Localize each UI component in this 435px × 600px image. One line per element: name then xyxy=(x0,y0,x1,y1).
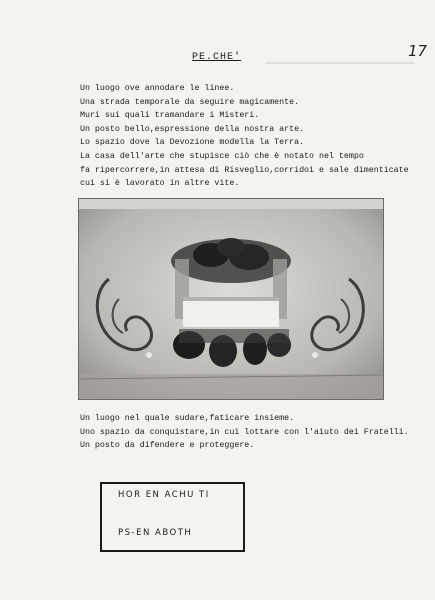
faint-bleed-through xyxy=(265,62,415,64)
page-title: PE.CHE' xyxy=(192,52,242,63)
paragraph-intro xyxy=(80,82,425,191)
page-number: 17 xyxy=(408,42,428,60)
stamp-line: PS-EN ABOTH xyxy=(118,528,193,538)
text-line: Muri sui quali tramandare i Misteri. xyxy=(80,111,260,121)
text-line: Un posto da difendere e proteggere. xyxy=(80,441,255,451)
text-line: Un luogo ove annodare le linee. xyxy=(80,84,235,93)
text-line: Un luogo nel quale sudare,faticare insieme. xyxy=(80,414,295,423)
text-line: fa ripercorrere,in attesa di Risveglio,corridoi e sale dimenticate xyxy=(80,165,409,175)
text-line: Lo spazio dove la Devozione modella la Terra. xyxy=(80,138,305,148)
altar-photo-graphic xyxy=(79,199,383,399)
text-line: Uno spazio da conquistare,in cui lottare con l'aiuto dei Fratelli. xyxy=(80,427,409,437)
text-line: cui si è lavorato in altre vite. xyxy=(80,179,240,189)
text-line: Una strada temporale da seguire magicamente. xyxy=(80,97,300,107)
paragraph-closing xyxy=(80,412,425,453)
altar-photograph xyxy=(78,198,384,400)
text-line: Un posto bello,espressione della nostra arte. xyxy=(80,124,305,134)
text-line: La casa dell'arte che stupisce ciò che è notato nel tempo xyxy=(80,151,364,161)
hieroglyph-transcription-box xyxy=(100,482,245,552)
stamp-line: HOR EN ACHU TI xyxy=(118,490,210,500)
